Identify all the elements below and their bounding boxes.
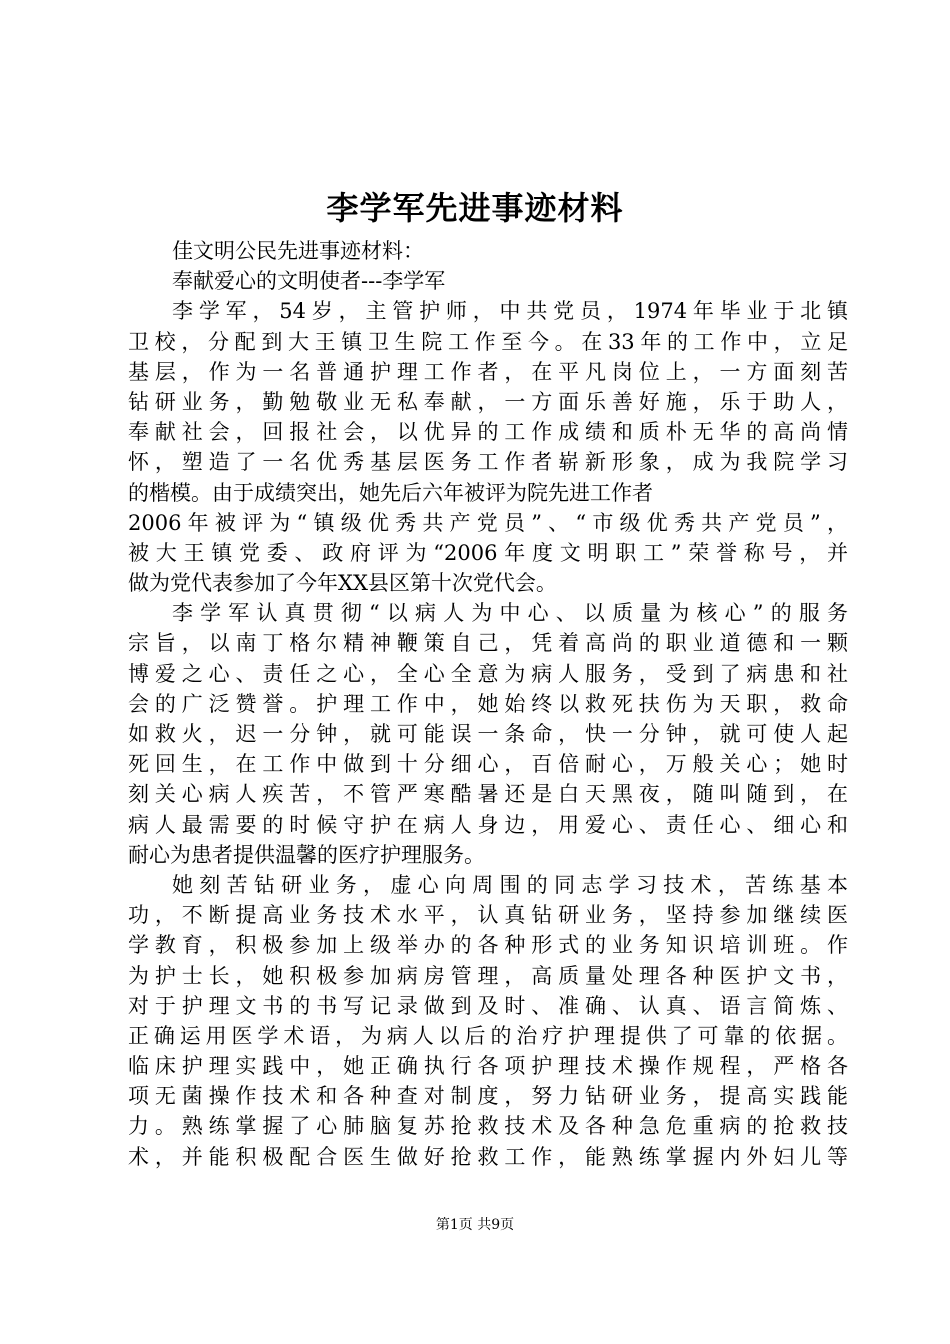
body-line: 她刻苦钻研业务，虚心向周围的同志学习技术，苦练基本 (172, 872, 848, 897)
body-line: 2006年被评为“镇级优秀共产党员”、“市级优秀共产党员”， (128, 510, 848, 535)
body-line: 卫校，分配到大王镇卫生院工作至今。在33年的工作中，立足 (128, 329, 848, 354)
body-line: 博爱之心、责任之心，全心全意为病人服务，受到了病患和社 (128, 661, 848, 686)
body-line: 基层，作为一名普通护理工作者，在平凡岗位上，一方面刻苦 (128, 359, 848, 384)
body-line: 宗旨，以南丁格尔精神鞭策自己，凭着高尚的职业道德和一颗 (128, 631, 848, 656)
body-line: 学教育，积极参加上级举办的各种形式的业务知识培训班。作 (128, 933, 848, 958)
body-line: 力。熟练掌握了心肺脑复苏抢救技术及各种急危重病的抢救技 (128, 1114, 848, 1139)
document-title: 李学军先进事迹材料 (326, 189, 624, 227)
body-line: 耐心为患者提供温馨的医疗护理服务。 (128, 842, 485, 867)
body-line: 奉献爱心的文明使者---李学军 (172, 269, 446, 294)
body-line: 怀，塑造了一名优秀基层医务工作者崭新形象，成为我院学习 (128, 450, 848, 475)
body-line: 死回生，在工作中做到十分细心，百倍耐心，万般关心；她时 (128, 752, 848, 777)
body-line: 术，并能积极配合医生做好抢救工作，能熟练掌握内外妇儿等 (128, 1144, 848, 1169)
body-line: 李学军，54岁，主管护师，中共党员，1974年毕业于北镇 (172, 299, 848, 324)
body-line: 佳文明公民先进事迹材料： (172, 239, 424, 263)
body-line: 如救火，迟一分钟，就可能误一条命，快一分钟，就可使人起 (128, 722, 848, 746)
page-number-footer: 第1页 共9页 (435, 1217, 515, 1233)
body-line: 对于护理文书的书写记录做到及时、准确、认真、语言简炼、 (128, 993, 848, 1018)
body-line: 会的广泛赞誉。护理工作中，她始终以救死扶伤为天职，救命 (128, 691, 848, 716)
body-line: 刻关心病人疾苦，不管严寒酷暑还是白天黑夜，随叫随到，在 (128, 782, 848, 807)
body-line: 做为党代表参加了今年XX县区第十次党代会。 (128, 571, 557, 596)
body-line: 奉献社会，回报社会，以优异的工作成绩和质朴无华的高尚情 (128, 420, 848, 445)
document-body (128, 236, 848, 1172)
body-line: 临床护理实践中，她正确执行各项护理技术操作规程，严格各 (128, 1054, 848, 1079)
body-line: 被大王镇党委、政府评为“2006年度文明职工”荣誉称号，并 (128, 540, 848, 565)
body-line: 病人最需要的时候守护在病人身边，用爱心、责任心、细心和 (128, 812, 848, 837)
body-line: 钻研业务，勤勉敬业无私奉献，一方面乐善好施，乐于助人， (128, 389, 848, 414)
body-line: 项无菌操作技术和各种查对制度，努力钻研业务，提高实践能 (128, 1084, 848, 1109)
body-line: 的楷模。由于成绩突出，她先后六年被评为院先进工作者 (128, 480, 653, 505)
body-line: 李学军认真贯彻“以病人为中心、以质量为核心”的服务 (172, 601, 848, 626)
body-line: 正确运用医学术语，为病人以后的治疗护理提供了可靠的依据。 (128, 1023, 848, 1048)
body-line: 功，不断提高业务技术水平，认真钻研业务，坚持参加继续医 (128, 903, 848, 928)
body-line: 为护士长，她积极参加病房管理，高质量处理各种医护文书， (128, 963, 848, 988)
